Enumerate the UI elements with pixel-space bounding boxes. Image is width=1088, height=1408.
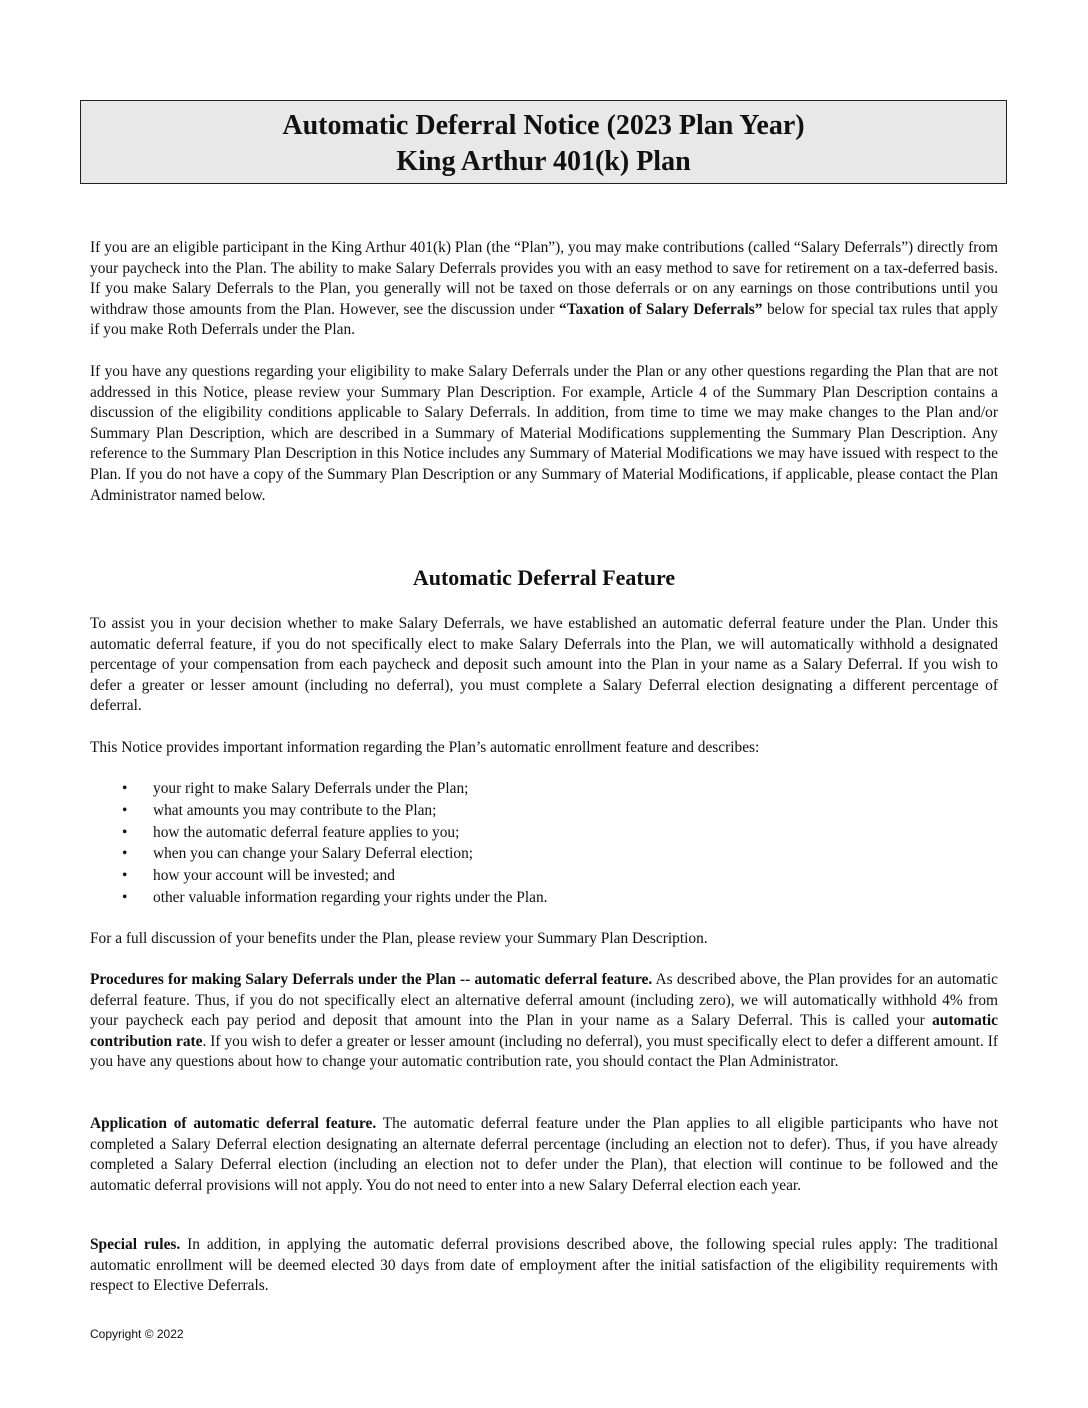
intro-paragraph-1-text: If you are an eligible participant in the King Arthur 401(k) Plan (the “Plan”), you may make contributions (called “Salary Deferrals”) directly from your paycheck into the Plan. The ability to make Salary Deferrals provides you with an easy method to save for retirement on a tax-deferred basis. If you make Salary Deferrals to the Plan, you generally will not be taxed on those deferrals or on any earnings on those contributions until you withdraw those amounts from the Plan. However, see the discussion under [90, 239, 998, 318]
procedures-paragraph [90, 970, 998, 1073]
list-item: • other valuable information regarding your rights under the Plan. [90, 887, 998, 909]
section-heading: Automatic Deferral Feature [412, 565, 676, 590]
list-item: • what amounts you may contribute to the Plan; [90, 800, 998, 822]
feature-paragraph-2: This Notice provides important information regarding the Plan’s automatic enrollment feature and describes: [90, 739, 760, 756]
application-text: The automatic deferral feature under the Plan applies to all eligible participants who have not completed a Salary Deferral election designating an alternate deferral percentage (including an election not to defer). Thus, if you have already completed a Salary Deferral election (including an election not to defer under the Plan), that election will continue to be followed and the automatic deferral provisions will not apply. You do not need to enter into a new Salary Deferral election each year. [90, 1115, 998, 1194]
plan-name: King Arthur 401(k) Plan [396, 146, 691, 177]
procedures-text-1: As described above, the Plan provides for an automatic deferral feature. Thus, if you do not specifically elect an alternative deferral amount (including zero), we will automatically withhold 4% from your paycheck each pay period and deposit that amount into the Plan in your name as a Salary Deferral. This is called your [90, 971, 998, 1030]
full-discussion-paragraph: For a full discussion of your benefits under the Plan, please review your Summary Plan Description. [90, 930, 708, 947]
intro-paragraph-1 [90, 238, 998, 341]
intro-paragraph-2: If you have any questions regarding your eligibility to make Salary Deferrals under the Plan or any other questions regarding the Plan that are not addressed in this Notice, please review your Summary Plan Description. For example, Article 4 of the Summary Plan Description contains a discussion of the eligibility conditions applicable to Salary Deferrals. In addition, from time to time we may make changes to the Plan and/or Summary Plan Description, which are described in a Summary of Material Modifications supplementing the Summary Plan Description. Any reference to the Summary Plan Description in this Notice includes any Summary of Material Modifications we may have issued with respect to the Plan. If you do not have a copy of the Summary Plan Description or any Summary of Material Modifications, if applicable, please contact the Plan Administrator named below. [90, 363, 998, 504]
notice-topics-list [90, 778, 998, 909]
taxation-reference: “Taxation of Salary Deferrals” [559, 300, 763, 318]
procedures-text-2: . If you wish to defer a greater or lesser amount (including no deferral), you must specifically elect to defer a different amount. If you have any questions about how to change your automatic contribution rate, you should contact the Plan Administrator. [90, 1032, 998, 1071]
list-item: • your right to make Salary Deferrals under the Plan; [90, 778, 998, 800]
intro-paragraph-1-after: below for special tax rules that apply if you make Roth Deferrals under the Plan. [90, 300, 998, 339]
list-item: • how your account will be invested; and [90, 865, 998, 887]
application-heading: Application of automatic deferral feature. [90, 1115, 377, 1132]
list-item: • when you can change your Salary Deferral election; [90, 843, 998, 865]
list-item: • how the automatic deferral feature applies to you; [90, 822, 998, 844]
procedures-heading: Procedures for making Salary Deferrals under the Plan -- automatic deferral feature. [90, 971, 653, 988]
copyright-notice: Copyright © 2022 [90, 1327, 184, 1341]
special-rules-text: In addition, in applying the automatic deferral provisions described above, the following special rules apply: The traditional automatic enrollment will be deemed elected 30 days from date of employment after the initial satisfaction of the eligibility requirements with respect to Elective Deferrals. [90, 1236, 999, 1295]
application-paragraph [90, 1114, 998, 1196]
special-rules-paragraph [90, 1235, 998, 1297]
feature-paragraph-1: To assist you in your decision whether to make Salary Deferrals, we have established an automatic deferral feature under the Plan. Under this automatic deferral feature, if you do not specifically elect to make Salary Deferrals into the Plan, we will automatically withhold a designated percentage of your compensation from each paycheck and deposit such amount into the Plan in your name as a Salary Deferral. If you wish to defer a greater or lesser amount (including no deferral), you must complete a Salary Deferral election designating a different percentage of deferral. [90, 615, 998, 715]
automatic-contribution-rate-term: automatic contribution rate [90, 1012, 998, 1050]
title-box [80, 100, 1007, 184]
special-rules-heading: Special rules. [90, 1236, 181, 1253]
document-title: Automatic Deferral Notice (2023 Plan Year) [282, 110, 805, 141]
